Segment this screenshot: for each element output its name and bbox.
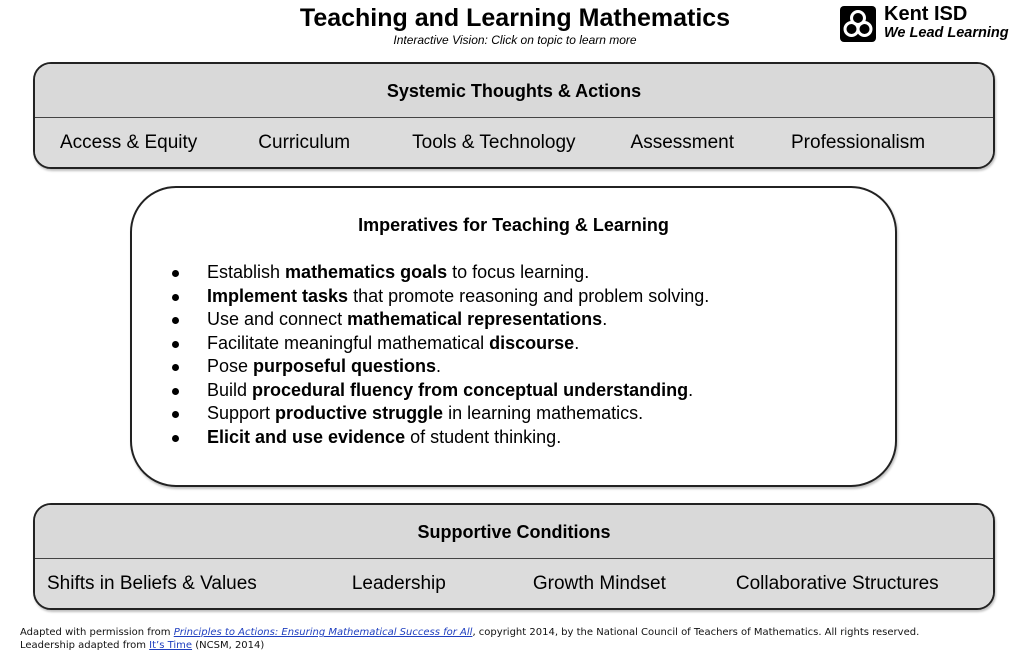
principles-to-actions-link[interactable]: Principles to Actions: Ensuring Mathematical Success for All — [173, 627, 473, 638]
imperative-text: Use and connect — [207, 309, 348, 329]
imperative-item[interactable] — [168, 261, 709, 285]
systemic-topics — [35, 118, 993, 167]
imperative-text: Establish — [207, 262, 286, 282]
imperative-keyword: mathematical representations — [347, 309, 603, 329]
imperative-text: Support — [207, 403, 276, 423]
imperative-keyword: Implement tasks — [207, 285, 349, 306]
logo-name: Kent ISD — [884, 3, 968, 25]
imperative-text: in learning mathematics. — [443, 403, 644, 423]
imperative-keyword: purposeful questions — [253, 356, 437, 376]
imperative-item[interactable] — [168, 355, 709, 379]
attribution-line-1 — [20, 626, 919, 639]
topic-growth-mindset[interactable]: Growth Mindset — [532, 573, 666, 594]
imperative-item[interactable] — [168, 426, 709, 450]
imperative-item[interactable] — [168, 332, 709, 356]
page-subtitle: Interactive Vision: Click on topic to learn more — [393, 33, 637, 47]
kent-isd-logo-icon — [840, 6, 876, 42]
imperative-text: Pose — [207, 356, 254, 376]
topic-assessment[interactable]: Assessment — [630, 132, 734, 153]
its-time-link[interactable]: It’s Time — [149, 640, 193, 651]
topic-collaborative-structures[interactable]: Collaborative Structures — [735, 573, 939, 594]
attribution-footer — [20, 626, 919, 652]
topic-curriculum[interactable]: Curriculum — [258, 132, 351, 153]
leadership-prefix: Leadership adapted from — [20, 640, 150, 651]
topic-professionalism[interactable]: Professionalism — [791, 132, 926, 153]
imperative-text: to focus learning. — [447, 262, 590, 282]
imperative-keyword: Elicit and use evidence — [207, 426, 406, 447]
topic-tools-technology[interactable]: Tools & Technology — [412, 132, 576, 153]
imperative-text: that promote reasoning and problem solving. — [348, 285, 710, 306]
attribution-line-2 — [20, 639, 919, 652]
imperative-text: . — [602, 309, 608, 329]
imperative-text: of student thinking. — [405, 426, 562, 447]
imperative-text: Facilitate meaningful mathematical — [207, 332, 490, 353]
systemic-heading[interactable]: Systemic Thoughts & Actions — [35, 64, 993, 118]
systemic-thoughts-panel — [33, 62, 995, 169]
imperative-text: Build — [207, 379, 253, 400]
imperative-keyword: discourse — [489, 332, 575, 353]
imperative-item[interactable] — [168, 402, 709, 426]
attribution-suffix: , copyright 2014, by the National Council of Teachers of Mathematics. All rights reserved. — [472, 627, 920, 638]
imperatives-panel — [130, 186, 897, 487]
imperative-item[interactable] — [168, 379, 709, 403]
leadership-suffix: (NCSM, 2014) — [192, 640, 265, 651]
supportive-topics — [35, 559, 993, 608]
imperative-text: . — [436, 356, 442, 376]
page-title: Teaching and Learning Mathematics — [299, 4, 731, 32]
kent-isd-logo — [840, 4, 1020, 44]
imperative-keyword: procedural fluency from conceptual understanding — [252, 379, 689, 400]
supportive-heading[interactable]: Supportive Conditions — [35, 505, 993, 559]
imperative-item[interactable] — [168, 308, 709, 332]
imperatives-list — [168, 261, 709, 449]
logo-tagline: We Lead Learning — [884, 25, 1009, 41]
imperative-text: . — [574, 332, 580, 353]
imperative-keyword: mathematics goals — [285, 262, 448, 282]
topic-leadership[interactable]: Leadership — [351, 573, 446, 594]
topic-access-equity[interactable]: Access & Equity — [60, 132, 198, 153]
imperative-item[interactable] — [168, 285, 709, 309]
supportive-conditions-panel — [33, 503, 995, 610]
imperative-text: . — [688, 379, 694, 400]
topic-shifts-beliefs-values[interactable]: Shifts in Beliefs & Values — [47, 573, 257, 594]
imperative-keyword: productive struggle — [275, 403, 444, 423]
imperatives-heading[interactable]: Imperatives for Teaching & Learning — [358, 215, 669, 235]
attribution-prefix: Adapted with permission from — [20, 627, 174, 638]
